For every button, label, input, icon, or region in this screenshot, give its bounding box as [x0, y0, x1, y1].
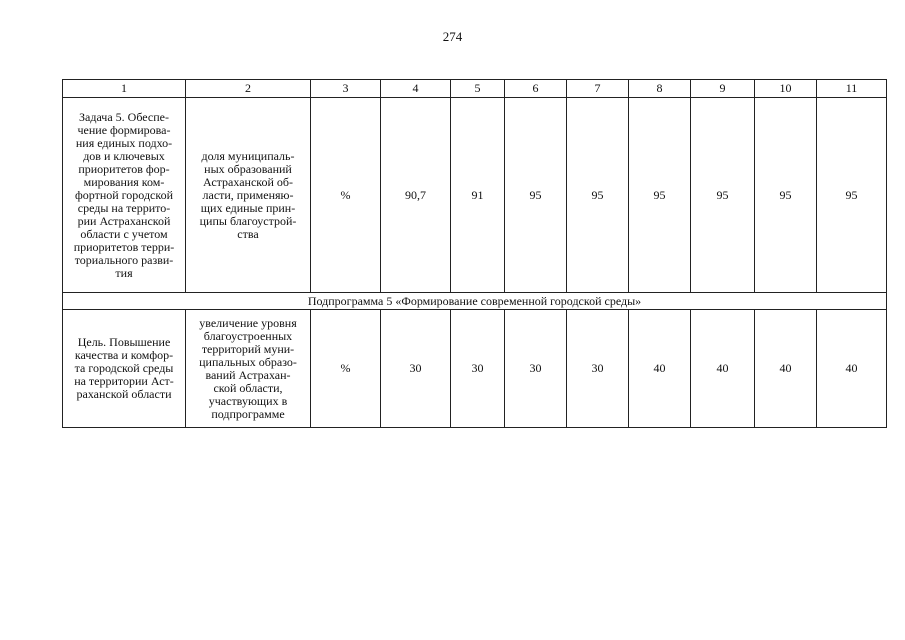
text-line: мирования ком- — [83, 174, 165, 189]
text-line: качества и комфор- — [74, 348, 174, 362]
column-number: 4 — [381, 80, 451, 98]
task-row — [63, 98, 887, 293]
value-cell: 95 — [817, 98, 887, 293]
goal-indicator-cell — [186, 310, 311, 428]
value-cell: 40 — [755, 310, 817, 428]
text-line: приоритетов терри- — [73, 239, 175, 254]
value-cell: 30 — [451, 310, 505, 428]
text-line: Задача 5. Обеспе- — [79, 109, 169, 124]
page-number: 274 — [442, 29, 463, 44]
value-cell: 95 — [629, 98, 691, 293]
text-line: приоритетов фор- — [78, 161, 170, 176]
text-line: Цель. Повышение — [77, 335, 171, 349]
value-cell: 90,7 — [381, 98, 451, 293]
value-cell: 91 — [451, 98, 505, 293]
column-number: 1 — [63, 80, 186, 98]
text-line: ториального разви- — [74, 252, 174, 267]
value-cell: 95 — [755, 98, 817, 293]
column-number-row — [63, 80, 887, 98]
column-number: 7 — [567, 80, 629, 98]
text-line: раханской области — [76, 387, 172, 401]
value-cell: 95 — [505, 98, 567, 293]
subprogram-row — [63, 293, 887, 310]
text-line: области с учетом — [80, 226, 168, 241]
text-line: увеличение уровня — [199, 315, 297, 330]
text-line: щих единые прин- — [200, 200, 296, 215]
value-cell: 30 — [381, 310, 451, 428]
column-number: 2 — [186, 80, 311, 98]
column-number: 5 — [451, 80, 505, 98]
value-cell: 40 — [629, 310, 691, 428]
text-line: ципы благоустрой- — [199, 213, 297, 228]
text-line: среды на террито- — [77, 200, 171, 215]
column-number: 9 — [691, 80, 755, 98]
value-cell: 40 — [817, 310, 887, 428]
text-line: ваний Астрахан- — [205, 367, 291, 382]
column-number: 6 — [505, 80, 567, 98]
goal-row — [63, 310, 887, 428]
text-line: на территории Аст- — [74, 374, 174, 388]
goal-name-cell — [63, 310, 186, 428]
text-line: ласти, применяю- — [202, 187, 294, 202]
text-line: ния единых подхо- — [75, 135, 173, 150]
task-name-cell — [63, 98, 186, 293]
text-line: подпрограмме — [211, 406, 285, 421]
text-line: ства — [237, 226, 259, 241]
text-line: рии Астраханской — [77, 213, 171, 228]
column-number: 8 — [629, 80, 691, 98]
text-line: Астраханской об- — [202, 174, 294, 189]
text-line: фортной городской — [74, 187, 174, 202]
column-number: 10 — [755, 80, 817, 98]
column-number: 11 — [817, 80, 887, 98]
column-number: 3 — [311, 80, 381, 98]
value-cell: 95 — [567, 98, 629, 293]
text-line: ской области, — [213, 380, 283, 395]
unit-cell: % — [311, 310, 381, 428]
text-line: доля муниципаль- — [201, 148, 295, 163]
indicator-table — [62, 79, 887, 428]
text-line: чение формирова- — [77, 122, 171, 137]
text-line: дов и ключевых — [83, 148, 165, 163]
unit-cell: % — [311, 98, 381, 293]
text-line: ципальных образо- — [199, 354, 297, 369]
task-indicator-cell — [186, 98, 311, 293]
subprogram-title: Подпрограмма 5 «Формирование современной городской среды» — [63, 293, 887, 310]
text-line: тия — [115, 265, 133, 280]
text-line: ных образований — [204, 161, 292, 176]
value-cell: 40 — [691, 310, 755, 428]
value-cell: 30 — [505, 310, 567, 428]
text-line: территорий муни- — [201, 341, 295, 356]
text-line: та городской среды — [74, 361, 174, 375]
text-line: благоустроенных — [203, 328, 293, 343]
text-line: участвующих в — [208, 393, 288, 408]
value-cell: 30 — [567, 310, 629, 428]
value-cell: 95 — [691, 98, 755, 293]
